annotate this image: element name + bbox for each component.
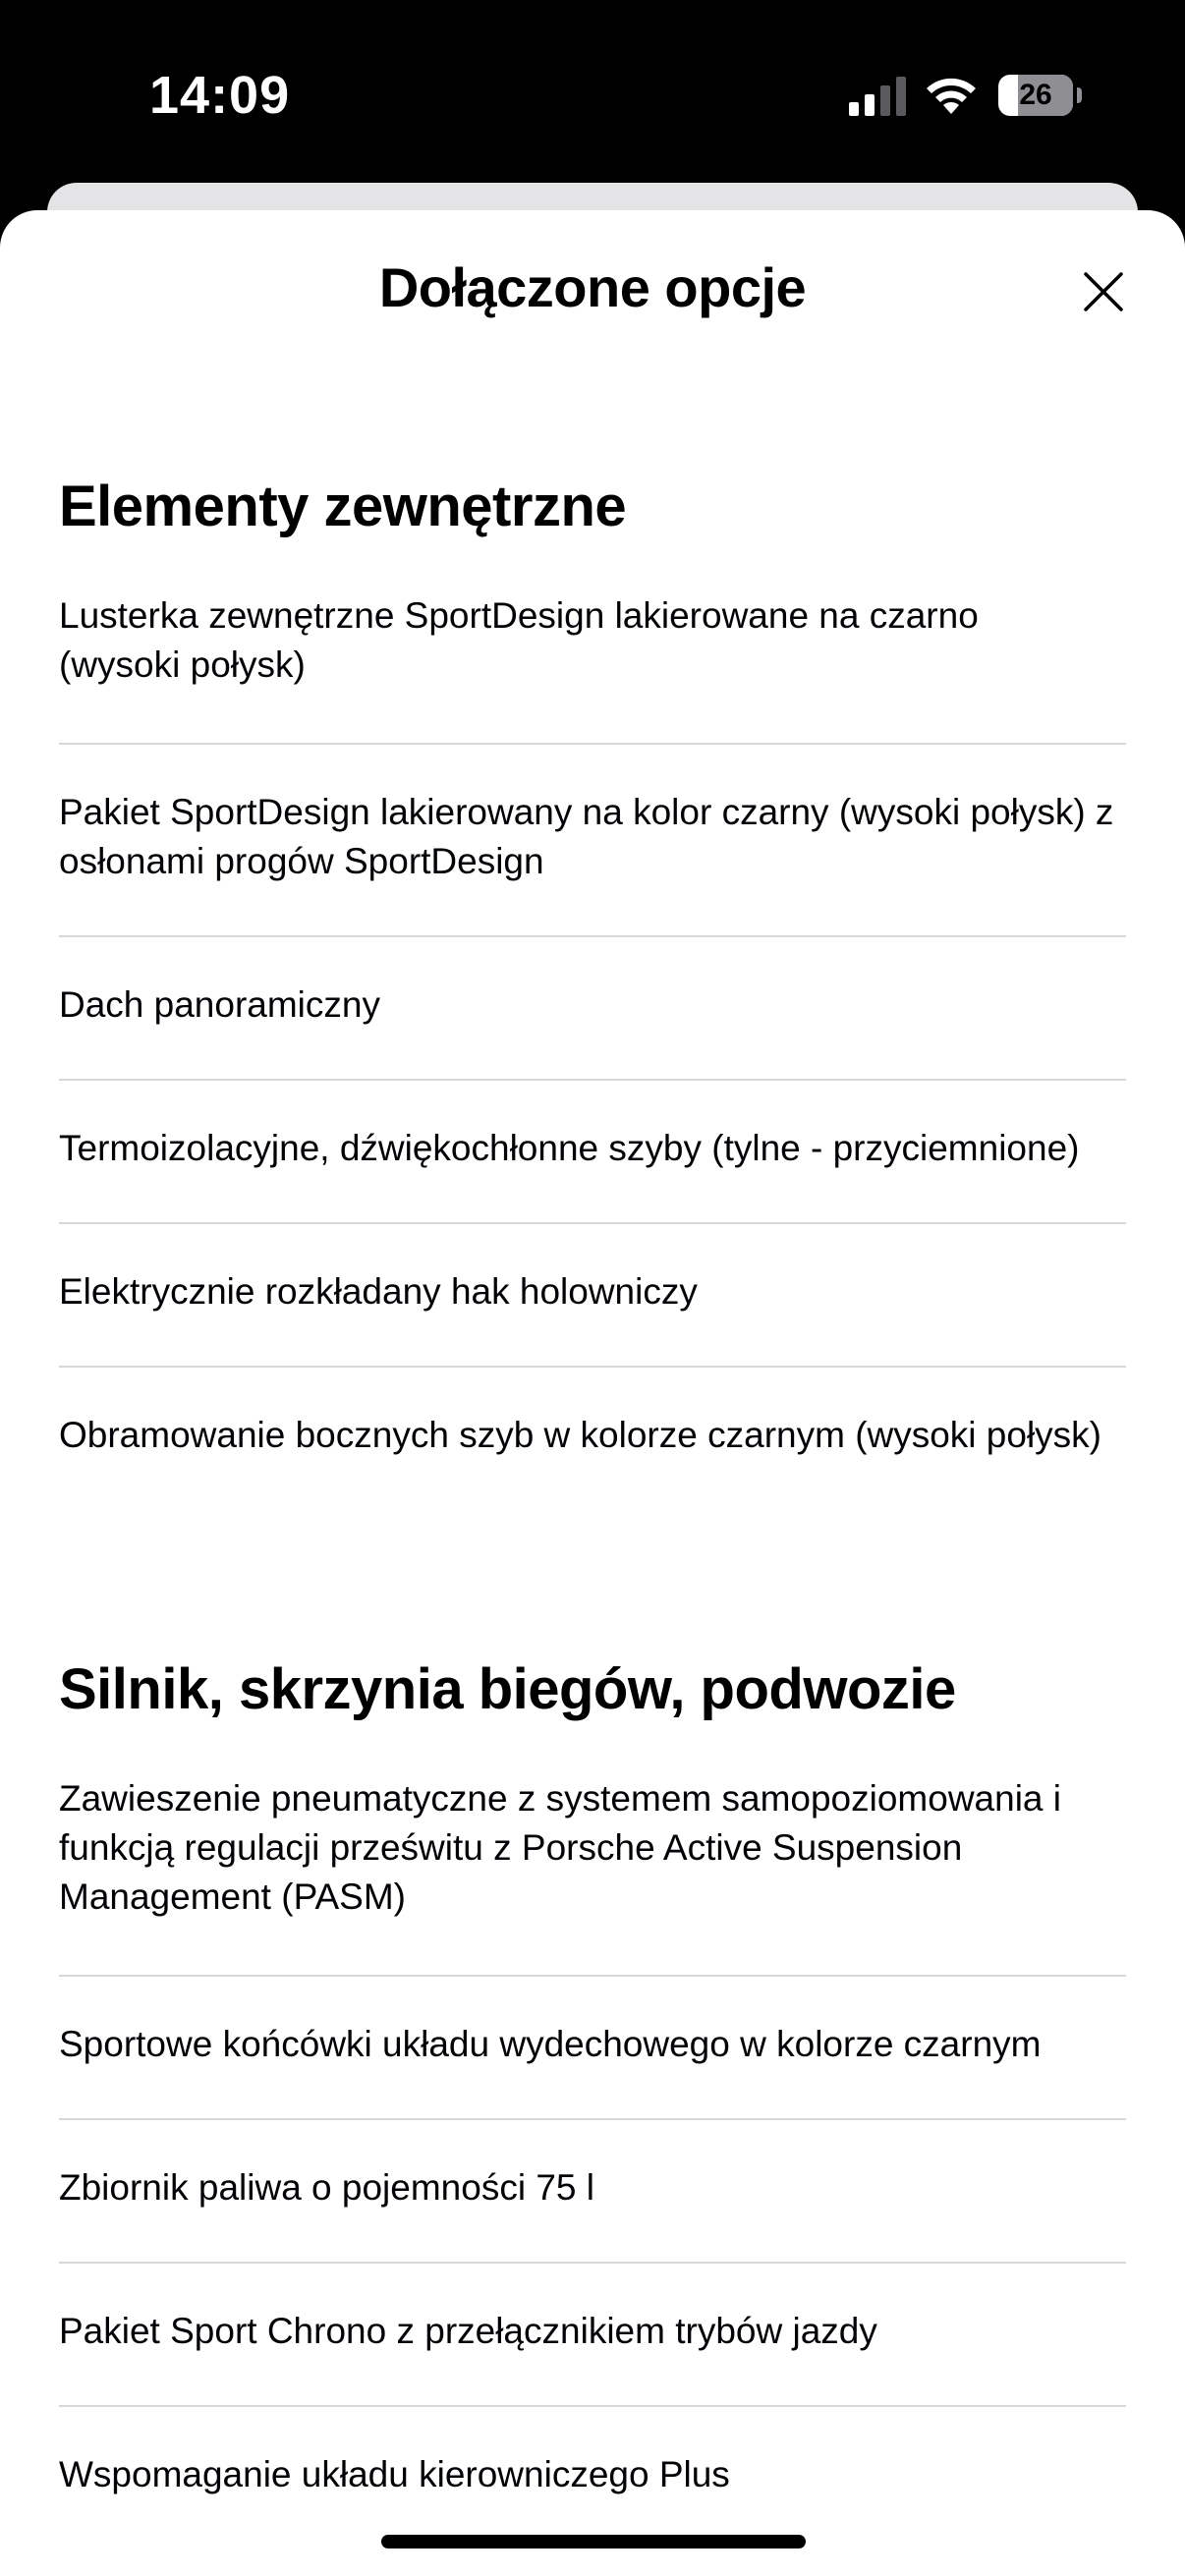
- close-icon: [1083, 271, 1124, 312]
- option-list: [59, 591, 1126, 1509]
- option-label: Obramowanie bocznych szyb w kolorze czarnym (wysoki połysk): [59, 1415, 1102, 1455]
- option-item[interactable]: [59, 2120, 1126, 2264]
- status-time: 14:09: [149, 66, 291, 125]
- option-list: [59, 1774, 1126, 2548]
- option-item[interactable]: [59, 2264, 1126, 2407]
- included-options-sheet: [0, 210, 1185, 2576]
- option-item[interactable]: [59, 745, 1126, 937]
- option-item[interactable]: [59, 1081, 1126, 1224]
- option-item[interactable]: [59, 1368, 1126, 1509]
- option-item[interactable]: [59, 2407, 1126, 2548]
- option-label: Dach panoramiczny: [59, 984, 380, 1025]
- option-label: Zawieszenie pneumatyczne z systemem samopoziomowania i funkcją regulacji prześwitu z Porsche Active Suspension Management (PASM): [59, 1778, 1061, 1917]
- status-bar: [0, 0, 1185, 187]
- wifi-icon: [924, 73, 979, 116]
- option-label: Wspomaganie układu kierowniczego Plus: [59, 2454, 730, 2494]
- battery-cap: [1077, 87, 1082, 103]
- close-button[interactable]: [1069, 257, 1138, 326]
- cellular-signal-icon: [849, 77, 906, 116]
- home-indicator[interactable]: [381, 2535, 806, 2548]
- option-label: Termoizolacyjne, dźwiękochłonne szyby (tylne - przyciemnione): [59, 1128, 1080, 1168]
- option-item[interactable]: [59, 937, 1126, 1081]
- option-label: Elektrycznie rozkładany hak holowniczy: [59, 1271, 698, 1312]
- section-title: Silnik, skrzynia biegów, podwozie: [59, 1657, 956, 1721]
- option-item[interactable]: [59, 1224, 1126, 1368]
- option-label: Zbiornik paliwa o pojemności 75 l: [59, 2167, 594, 2208]
- battery-level: 26: [1019, 79, 1052, 111]
- option-item[interactable]: [59, 1774, 1126, 1977]
- option-label: Pakiet SportDesign lakierowany na kolor czarny (wysoki połysk) z osłonami progów SportDesign: [59, 792, 1114, 881]
- battery-body: [998, 75, 1073, 116]
- option-item[interactable]: [59, 591, 1126, 745]
- sheet-title: Dołączone opcje: [378, 256, 807, 318]
- section-exterior: [59, 472, 1126, 1509]
- section-title: Elementy zewnętrzne: [59, 475, 627, 538]
- section-powertrain: [59, 1654, 1126, 2548]
- option-label: Lusterka zewnętrzne SportDesign lakierowane na czarno (wysoki połysk): [59, 595, 979, 685]
- option-label: Pakiet Sport Chrono z przełącznikiem trybów jazdy: [59, 2311, 877, 2351]
- option-item[interactable]: [59, 1977, 1126, 2120]
- option-label: Sportowe końcówki układu wydechowego w kolorze czarnym: [59, 2024, 1042, 2064]
- battery-icon: [998, 75, 1081, 116]
